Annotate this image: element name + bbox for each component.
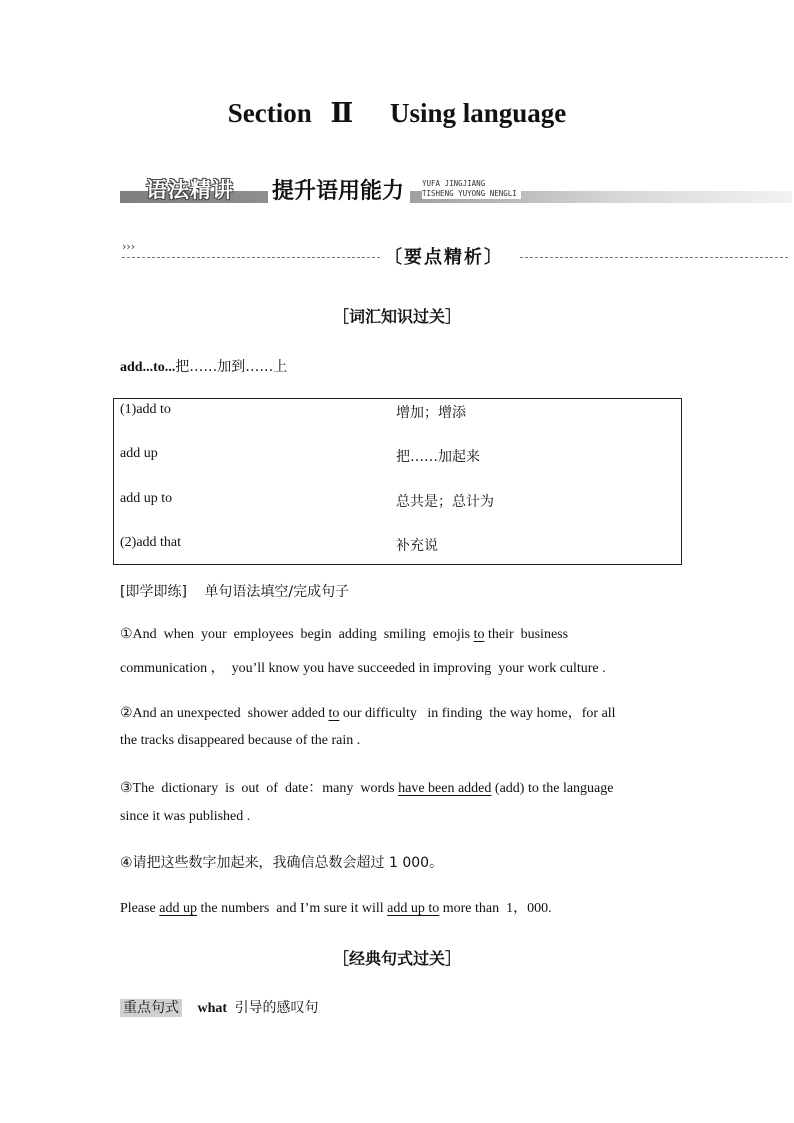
item-answer: to xyxy=(328,706,340,721)
practice-item-1-line2: communication ， you’ll know you have succeeded in improving your work culture . xyxy=(120,661,606,676)
table-cell-en: add up xyxy=(120,446,158,461)
title-name: Using language xyxy=(389,98,567,128)
item-text: our difficulty in finding the way home，for all xyxy=(339,706,616,721)
table-cell-zh: 补充说 xyxy=(396,538,438,554)
item-text: the numbers and I’m sure it will xyxy=(196,901,388,916)
practice-item-2-line2: the tracks disappeared because of the rain . xyxy=(120,733,361,748)
divider-line-left xyxy=(122,257,380,258)
key-sentence-tag: 重点句式 xyxy=(120,999,182,1017)
title-section: Section xyxy=(227,98,312,128)
key-sentence-keyword: what xyxy=(197,1001,228,1016)
key-points-divider xyxy=(122,240,792,270)
item-text: their business xyxy=(484,627,569,642)
item-answer: have been added xyxy=(398,781,492,796)
vocab-table xyxy=(113,398,682,565)
item-answer: add up xyxy=(159,901,197,916)
vocab-entry-term: add...to... xyxy=(120,360,176,375)
vocab-entry-meaning: 把……加到……上 xyxy=(175,359,288,375)
item-text: Please xyxy=(120,901,160,916)
banner-pinyin-line2: TISHENG YUYONG NENGLI xyxy=(422,189,517,198)
key-sentence xyxy=(120,997,319,1017)
table-cell-en: (1)add to xyxy=(120,402,171,417)
divider-line-right xyxy=(520,257,788,258)
practice-tag: [即学即练] xyxy=(120,584,187,600)
banner-pinyin-line1: YUFA JINGJIANG xyxy=(422,179,486,188)
practice-item-2-line1 xyxy=(120,702,670,722)
sentence-heading: ［经典句式过关］ xyxy=(332,949,461,968)
item-text: more than 1，000. xyxy=(439,901,552,916)
practice-item-3-line2: since it was published . xyxy=(120,809,251,824)
banner-left-label: 语法精讲 xyxy=(146,178,234,202)
title-numeral: Ⅱ xyxy=(330,98,354,128)
practice-item-4-zh: ④请把这些数字加起来，我确信总数会超过 1 000。 xyxy=(120,855,444,871)
page-title xyxy=(0,98,794,129)
item-text: (add) to the language xyxy=(491,781,614,796)
practice-item-3-line1 xyxy=(120,777,670,797)
chevron-icon: ››› xyxy=(122,240,136,253)
table-cell-zh: 把……加起来 xyxy=(396,449,480,465)
table-cell-en: add up to xyxy=(120,491,173,506)
banner-right-label: 提升语用能力 xyxy=(268,174,410,205)
grammar-banner xyxy=(120,172,792,208)
item-text: ③The dictionary is out of date：many words xyxy=(120,781,399,796)
practice-instruction: 单句语法填空/完成句子 xyxy=(204,584,350,600)
divider-label: 〔要点精析〕 xyxy=(384,247,504,268)
vocab-heading: ［词汇知识过关］ xyxy=(332,307,461,326)
table-cell-zh: 总共是；总计为 xyxy=(396,494,494,510)
table-cell-zh: 增加；增添 xyxy=(396,405,466,421)
item-answer: add up to xyxy=(387,901,440,916)
practice-item-4-en xyxy=(120,897,670,917)
key-sentence-description: 引导的感叹句 xyxy=(234,1000,319,1016)
practice-header xyxy=(120,581,349,601)
table-cell-en: (2)add that xyxy=(120,535,182,550)
practice-item-1-line1 xyxy=(120,626,670,643)
item-answer: to xyxy=(473,627,485,642)
vocab-entry xyxy=(120,356,287,376)
banner-pinyin xyxy=(422,179,521,199)
item-text: ①And when your employees begin adding smiling emojis xyxy=(120,627,474,642)
item-text: ②And an unexpected shower added xyxy=(120,706,329,721)
